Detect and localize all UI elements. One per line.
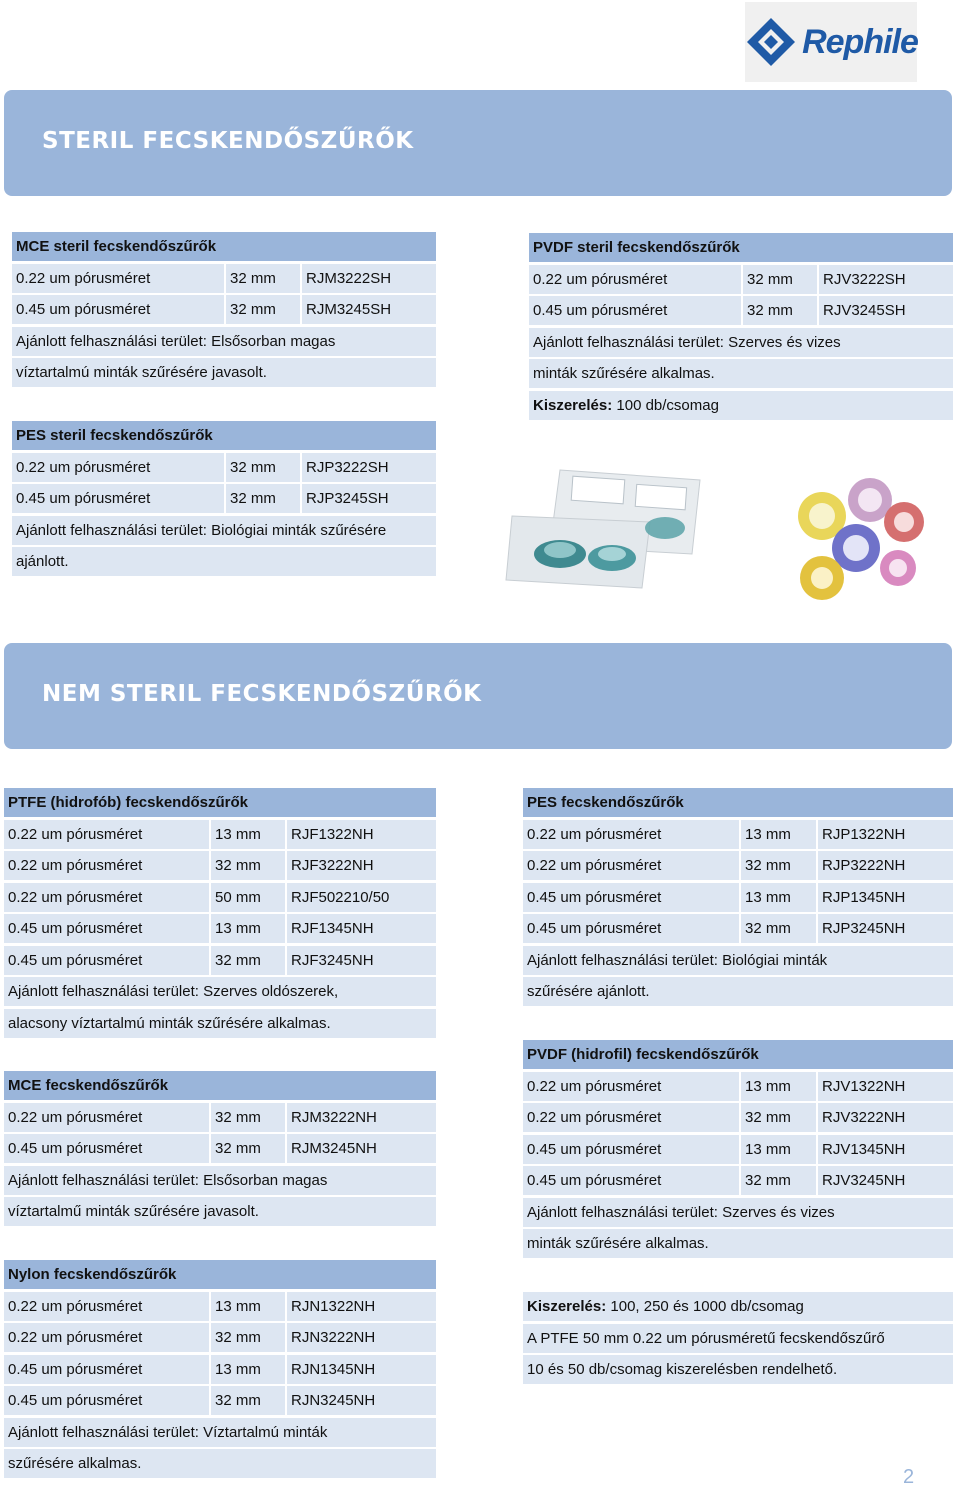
nylon-table (4, 1260, 436, 1481)
section-title: STERIL FECSKENDŐSZŰRŐK (42, 128, 414, 154)
pes-table (523, 788, 953, 1009)
packaging-row: Kiszerelés: 100, 250 és 1000 db/csomag (523, 1292, 953, 1321)
table-row: 0.22 um pórusméret 32 mm RJP3222NH (523, 851, 953, 880)
note-row: 10 és 50 db/csomag kiszerelésben rendelhető. (523, 1355, 953, 1384)
rephile-diamond-icon (744, 15, 798, 69)
table-row: 0.22 um pórusméret 13 mm RJP1322NH (523, 820, 953, 849)
note-row: Ajánlott felhasználási terület: Szerves oldószerek, (4, 977, 436, 1006)
table-row: 0.45 um pórusméret 32 mm RJM3245NH (4, 1134, 436, 1163)
table-row: 0.22 um pórusméret 13 mm RJV1322NH (523, 1072, 953, 1101)
table-row: 0.22 um pórusméret 32 mm RJF3222NH (4, 851, 436, 880)
table-row: 0.45 um pórusméret 32 mm RJN3245NH (4, 1386, 436, 1415)
table-header: MCE fecskendőszűrők (4, 1071, 436, 1100)
steril-pes-table (12, 421, 436, 579)
mce-table (4, 1071, 436, 1229)
note-row: ajánlott. (12, 547, 436, 576)
table-row: 0.45 um pórusméret 32 mm RJM3245SH (12, 295, 436, 324)
table-row: 0.45 um pórusméret 13 mm RJV1345NH (523, 1135, 953, 1164)
packaged-filters-image (500, 462, 710, 592)
table-row: 0.45 um pórusméret 32 mm RJV3245NH (523, 1166, 953, 1195)
note-row: minták szűrésére alkalmas. (523, 1229, 953, 1258)
table-row: 0.22 um pórusméret 32 mm RJP3222SH (12, 453, 436, 482)
steril-banner (4, 90, 952, 196)
steril-pvdf-table (529, 233, 953, 422)
note-row: A PTFE 50 mm 0.22 um pórusméretű fecskendőszűrő (523, 1324, 953, 1353)
table-row: 0.22 um pórusméret 50 mm RJF502210/50 (4, 883, 436, 912)
note-row: Ajánlott felhasználási terület: Biológiai minták (523, 946, 953, 975)
table-row: 0.45 um pórusméret 13 mm RJN1345NH (4, 1355, 436, 1384)
note-row: Ajánlott felhasználási terület: Elsősorban magas (12, 327, 436, 356)
table-row: 0.45 um pórusméret 32 mm RJV3245SH (529, 296, 953, 325)
colored-filters-image (782, 470, 932, 610)
rephile-logo (745, 2, 917, 82)
table-header: PES steril fecskendőszűrők (12, 421, 436, 450)
table-row: 0.45 um pórusméret 32 mm RJP3245SH (12, 484, 436, 513)
table-row: 0.45 um pórusméret 13 mm RJF1345NH (4, 914, 436, 943)
table-header: PVDF steril fecskendőszűrők (529, 233, 953, 262)
table-row: 0.45 um pórusméret 32 mm RJF3245NH (4, 946, 436, 975)
packaging-row: Kiszerelés: 100 db/csomag (529, 391, 953, 420)
table-row: 0.22 um pórusméret 32 mm RJN3222NH (4, 1323, 436, 1352)
table-row: 0.45 um pórusméret 13 mm RJP1345NH (523, 883, 953, 912)
note-row: Ajánlott felhasználási terület: Szerves és vizes (529, 328, 953, 357)
table-header: PVDF (hidrofil) fecskendőszűrők (523, 1040, 953, 1069)
note-row: minták szűrésére alkalmas. (529, 359, 953, 388)
page-number: 2 (903, 1466, 915, 1488)
note-row: szűrésére alkalmas. (4, 1449, 436, 1478)
table-header: Nylon fecskendőszűrők (4, 1260, 436, 1289)
table-row: 0.45 um pórusméret 32 mm RJP3245NH (523, 914, 953, 943)
packaging-table (523, 1292, 953, 1387)
table-row: 0.22 um pórusméret 32 mm RJV3222SH (529, 265, 953, 294)
table-header: PES fecskendőszűrők (523, 788, 953, 817)
table-row: 0.22 um pórusméret 32 mm RJM3222SH (12, 264, 436, 293)
logo-text: Rephile (802, 22, 918, 61)
note-row: Ajánlott felhasználási terület: Biológiai minták szűrésére (12, 516, 436, 545)
note-row: víztartalmú minták szűrésére javasolt. (12, 358, 436, 387)
note-row: Ajánlott felhasználási terület: Elsősorban magas (4, 1166, 436, 1195)
section-title: NEM STERIL FECSKENDŐSZŰRŐK (42, 681, 482, 707)
note-row: szűrésére ajánlott. (523, 977, 953, 1006)
note-row: Ajánlott felhasználási terület: Víztartalmú minták (4, 1418, 436, 1447)
table-row: 0.22 um pórusméret 13 mm RJF1322NH (4, 820, 436, 849)
table-row: 0.22 um pórusméret 32 mm RJV3222NH (523, 1103, 953, 1132)
table-header: PTFE (hidrofób) fecskendőszűrők (4, 788, 436, 817)
nemsteril-banner (4, 643, 952, 749)
table-header: MCE steril fecskendőszűrők (12, 232, 436, 261)
table-row: 0.22 um pórusméret 32 mm RJM3222NH (4, 1103, 436, 1132)
steril-mce-table (12, 232, 436, 390)
ptfe-table (4, 788, 436, 1040)
note-row: alacsony víztartalmú minták szűrésére alkalmas. (4, 1009, 436, 1038)
note-row: Ajánlott felhasználási terület: Szerves és vizes (523, 1198, 953, 1227)
note-row: víztartalmű minták szűrésére javasolt. (4, 1197, 436, 1226)
table-row: 0.22 um pórusméret 13 mm RJN1322NH (4, 1292, 436, 1321)
pvdf-table (523, 1040, 953, 1261)
